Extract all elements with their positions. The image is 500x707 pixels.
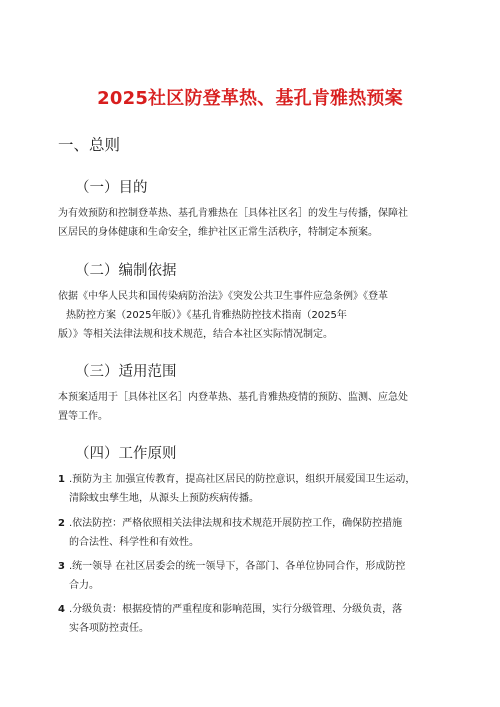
list-item-text (69, 470, 415, 508)
paragraph-line: 热防控方案（2025年版）》《基孔肯雅热防控技术指南（2025年 (66, 310, 347, 321)
paragraph-line: 置等工作。 (58, 411, 108, 422)
subsection-heading-basis: （二）编制依据 (75, 263, 177, 279)
list-item-line: 清除蚊虫孳生地，从源头上预防疾病传播。 (69, 493, 259, 504)
list-item-line: .分级负责：根据疫情的严重程度和影响范围，实行分级管理、分级负责，落 (69, 604, 403, 615)
paragraph-line: 版）》等相关法律法规和技术规范，结合本社区实际情况制定。 (58, 329, 333, 340)
list-item-text (69, 600, 402, 638)
subsection-heading-scope: （三）适用范围 (75, 364, 177, 380)
subsection-heading-purpose: （一）目的 (75, 180, 148, 196)
purpose-paragraph (58, 204, 448, 242)
list-item-line: .统一领导 在社区居委会的统一领导下，各部门、各单位协同合作，形成防控 (69, 561, 406, 572)
list-item-number: 4 (58, 604, 65, 615)
list-item-number: 1 (58, 474, 65, 485)
subsection-heading-principles: （四）工作原则 (75, 446, 177, 462)
document-title: 2025社区防登革热、基孔肯雅热预案 (97, 88, 403, 109)
list-item-line: 实各项防控责任。 (69, 623, 149, 634)
list-item-line: .预防为主 加强宣传教育，提高社区居民的防控意识，组织开展爱国卫生运动， (69, 474, 416, 485)
list-item-line: 合力。 (69, 580, 99, 591)
list-item-line: .依法防控：严格依照相关法律法规和技术规范开展防控工作，确保防控措施 (69, 518, 403, 529)
list-item-number: 3 (58, 561, 65, 572)
list-item-line: 的合法性、科学性和有效性。 (69, 537, 199, 548)
paragraph-line: 依据《中华人民共和国传染病防治法》《突发公共卫生事件应急条例》《登革 (58, 291, 388, 302)
list-item-text (69, 514, 402, 552)
basis-paragraph (58, 287, 448, 344)
section-heading-general: 一、总则 (58, 136, 121, 154)
paragraph-line: 区居民的身体健康和生命安全，维护社区正常生活秩序，特制定本预案。 (58, 227, 378, 238)
paragraph-line: 为有效预防和控制登革热、基孔肯雅热在［具体社区名］的发生与传播，保障社 (58, 208, 408, 219)
scope-paragraph (58, 388, 448, 426)
list-item-number: 2 (58, 518, 65, 529)
list-item-text (69, 557, 405, 595)
paragraph-line: 本预案适用于［具体社区名］内登革热、基孔肯雅热疫情的预防、监测、应急处 (58, 392, 408, 403)
